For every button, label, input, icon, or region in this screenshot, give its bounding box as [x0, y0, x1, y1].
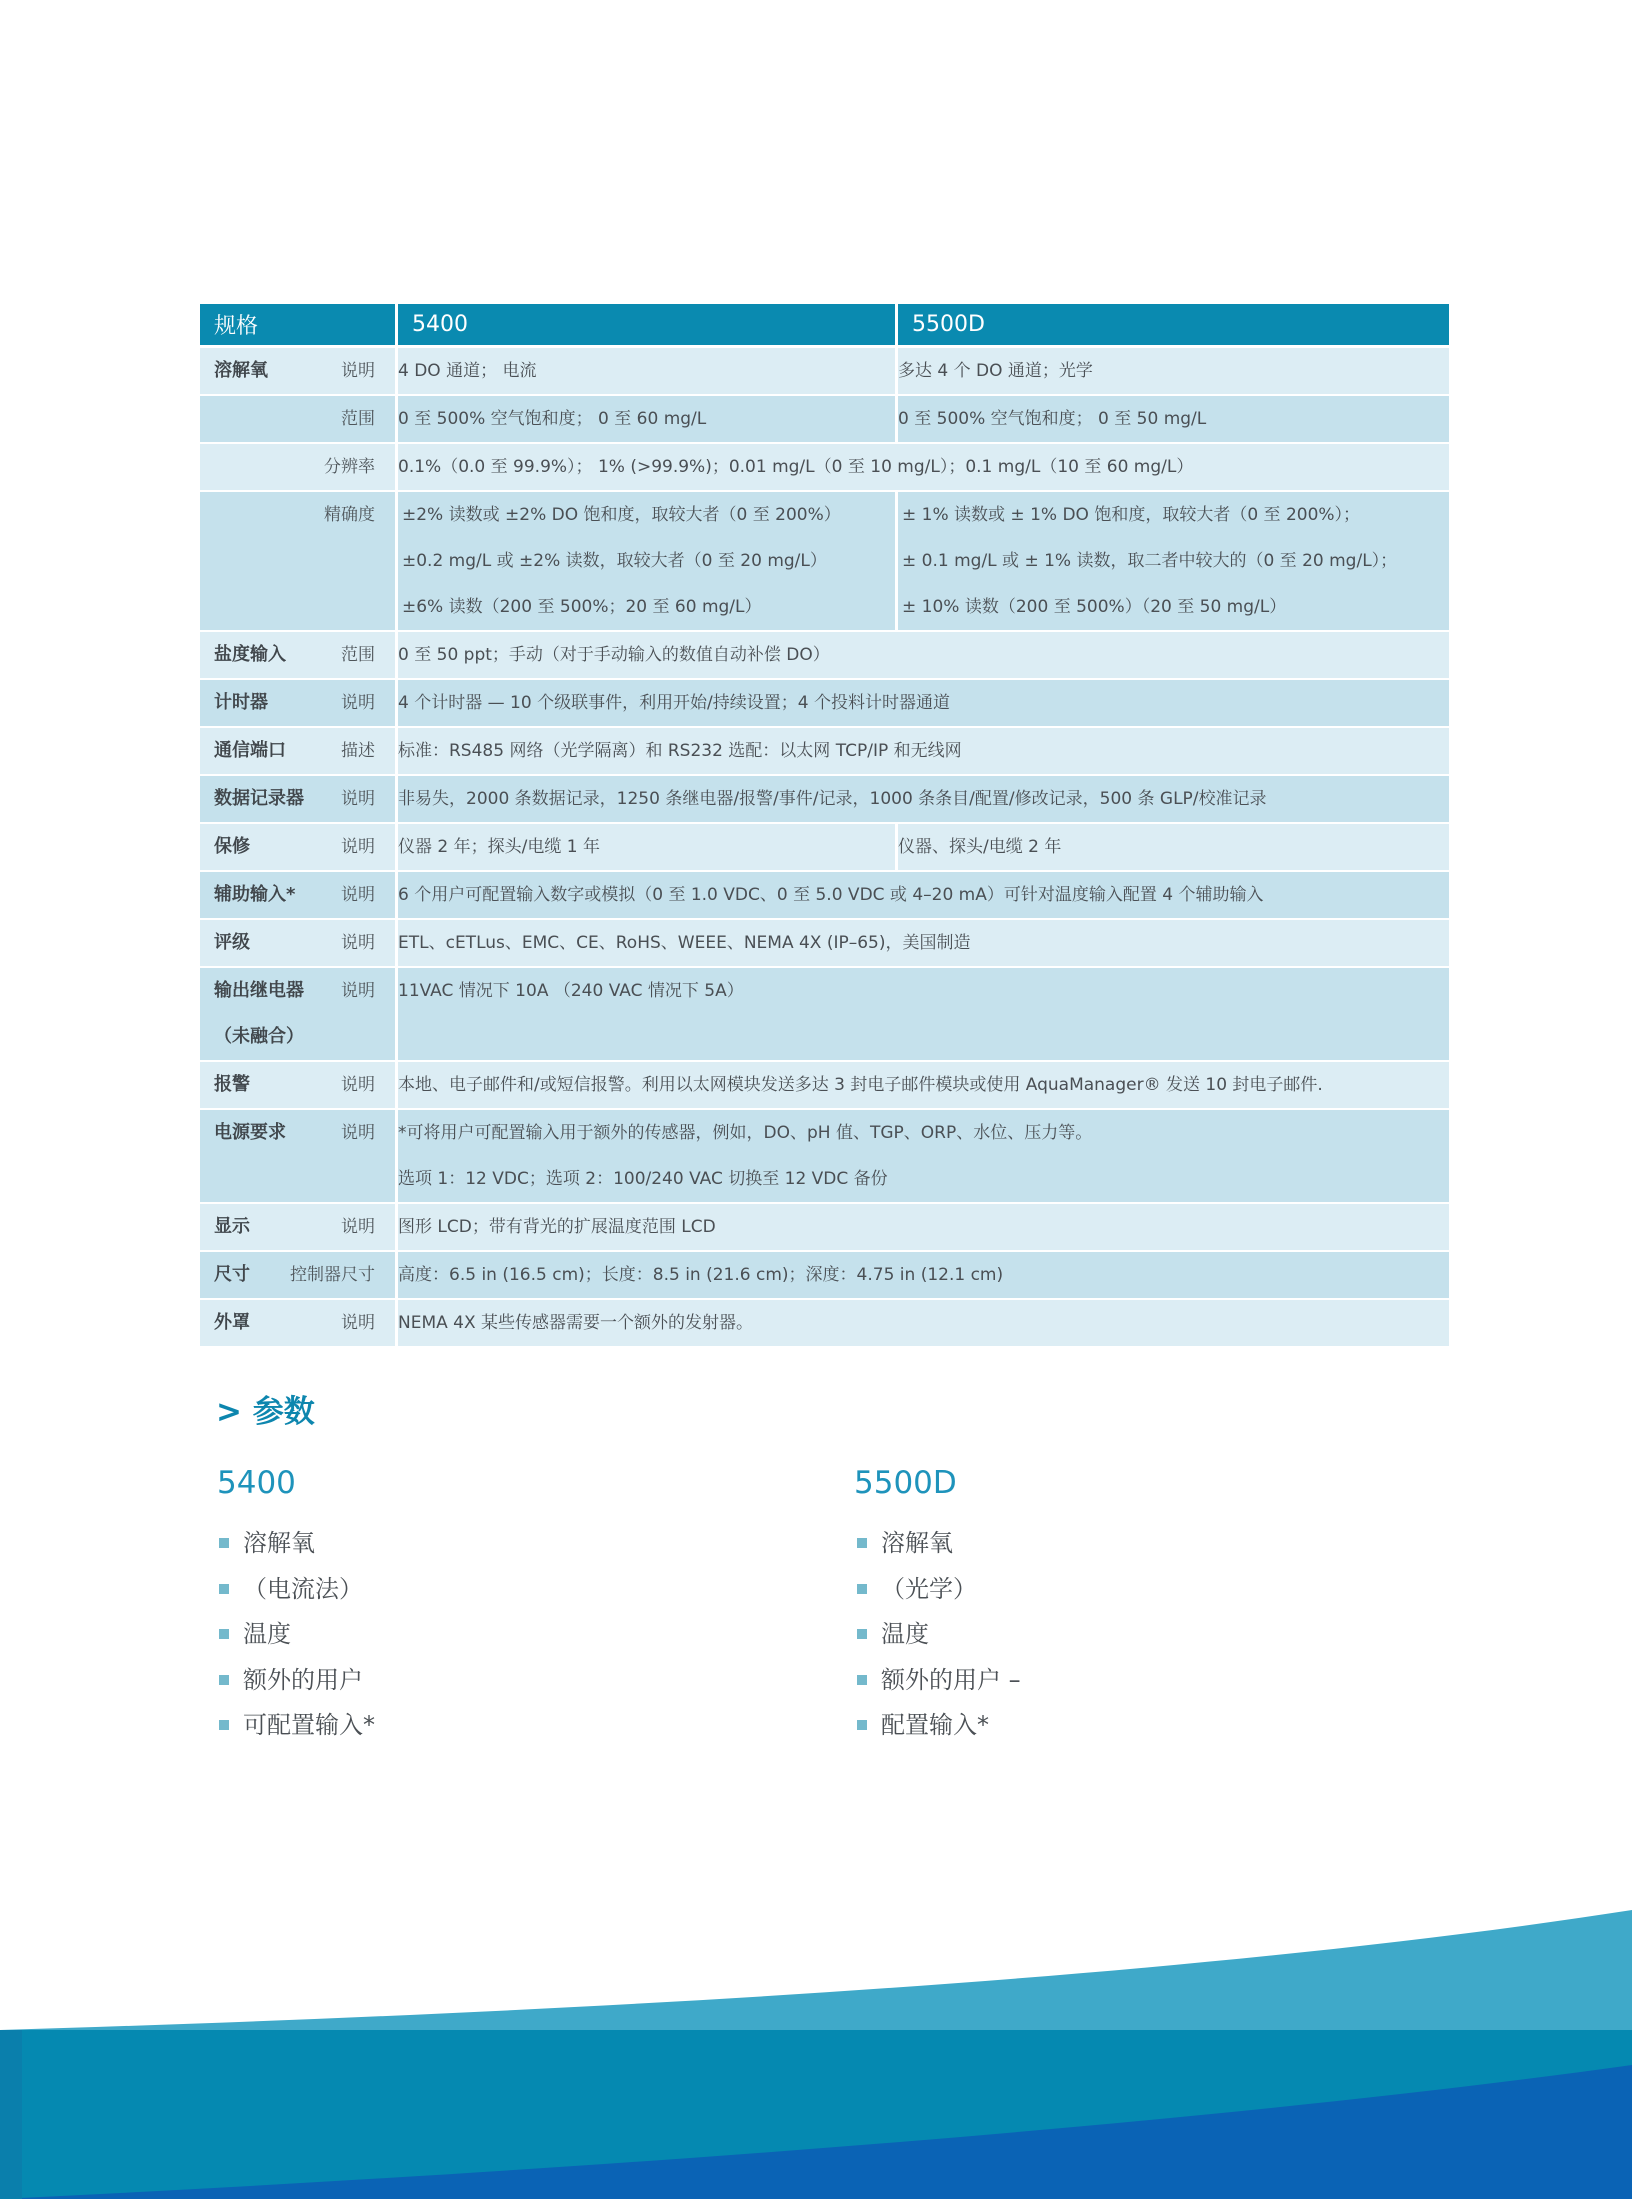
- bullet-square-icon: [857, 1629, 867, 1639]
- row-category: 尺寸: [214, 1264, 250, 1285]
- value-span: 标准：RS485 网络（光学隔离）和 RS232 选配：以太网 TCP/IP 和无线网: [395, 728, 1449, 776]
- value-5500d: 多达 4 个 DO 通道；光学: [895, 348, 1449, 396]
- accuracy-line: ± 1% 读数或 ± 1% DO 饱和度，取较大者（0 至 200%）；: [902, 505, 1361, 525]
- value-span: 11VAC 情况下 10A （240 VAC 情况下 5A）: [395, 968, 1449, 1062]
- row-subcategory: 说明: [341, 1123, 375, 1143]
- list-item: 溶解氧: [217, 1521, 375, 1567]
- row-category: 溶解氧: [214, 360, 268, 381]
- table-row: [200, 492, 1449, 632]
- row-subcategory: 说明: [341, 885, 375, 905]
- bullet-square-icon: [219, 1720, 229, 1730]
- value-5400: 0 至 500% 空气饱和度； 0 至 60 mg/L: [395, 396, 895, 444]
- value-span: 高度：6.5 in (16.5 cm)；长度：8.5 in (21.6 cm)；深度：4.75 in (12.1 cm): [395, 1252, 1449, 1300]
- row-category: 数据记录器: [214, 788, 304, 809]
- row-category: 电源要求: [214, 1122, 286, 1143]
- bullet-square-icon: [219, 1629, 229, 1639]
- list-item: 额外的用户 –: [855, 1658, 1021, 1704]
- value-span: 图形 LCD；带有背光的扩展温度范围 LCD: [395, 1204, 1449, 1252]
- params-5400-title: 5400: [217, 1465, 296, 1501]
- row-category: 保修: [214, 836, 250, 857]
- table-row: [200, 968, 1449, 1062]
- value-span: 非易失，2000 条数据记录，1250 条继电器/报警/事件/记录，1000 条条目/配置/修改记录，500 条 GLP/校准记录: [395, 776, 1449, 824]
- table-row: [200, 1252, 1449, 1300]
- power-line: *可将用户可配置输入用于额外的传感器，例如，DO、pH 值、TGP、ORP、水位、压力等。: [398, 1123, 1093, 1143]
- table-row: [200, 680, 1449, 728]
- section-title: > 参数: [216, 1394, 315, 1430]
- table-row: [200, 1062, 1449, 1110]
- value-span: NEMA 4X 某些传感器需要一个额外的发射器。: [395, 1300, 1449, 1348]
- row-subcategory: 说明: [341, 1075, 375, 1095]
- table-row: [200, 1110, 1449, 1204]
- power-line: 选项 1：12 VDC；选项 2：100/240 VAC 切换至 12 VDC 备份: [398, 1169, 888, 1189]
- value-5400: [395, 492, 895, 632]
- footer-wave: [0, 1900, 1632, 2199]
- value-span: 0 至 50 ppt；手动（对于手动输入的数值自动补偿 DO）: [395, 632, 1449, 680]
- value-5400: 仪器 2 年；探头/电缆 1 年: [395, 824, 895, 872]
- header-5400: 5400: [395, 304, 895, 348]
- table-row: [200, 872, 1449, 920]
- value-span: 本地、电子邮件和/或短信报警。利用以太网模块发送多达 3 封电子邮件模块或使用 AquaManager® 发送 10 封电子邮件.: [395, 1062, 1449, 1110]
- row-category: 计时器: [214, 692, 268, 713]
- table-row: [200, 824, 1449, 872]
- row-subcategory: 分辨率: [324, 457, 375, 477]
- row-subcategory: 说明: [341, 693, 375, 713]
- row-subcategory: 说明: [341, 789, 375, 809]
- value-span: 6 个用户可配置输入数字或模拟（0 至 1.0 VDC、0 至 5.0 VDC 或 4–20 mA）可针对温度输入配置 4 个辅助输入: [395, 872, 1449, 920]
- row-subcategory: 说明: [341, 361, 375, 381]
- row-subcategory: 说明: [341, 837, 375, 857]
- value-5500d: [895, 492, 1449, 632]
- value-span: 0.1%（0.0 至 99.9%）； 1% (>99.9%)；0.01 mg/L（0 至 10 mg/L）；0.1 mg/L（10 至 60 mg/L）: [395, 444, 1449, 492]
- row-category: 外罩: [214, 1312, 250, 1333]
- list-item: （电流法）: [217, 1567, 375, 1613]
- value-5500d: 0 至 500% 空气饱和度； 0 至 50 mg/L: [895, 396, 1449, 444]
- params-5400-list: [217, 1521, 375, 1749]
- accuracy-line: ± 0.1 mg/L 或 ± 1% 读数，取二者中较大的（0 至 20 mg/L）；: [902, 551, 1398, 571]
- header-spec: 规格: [200, 304, 395, 348]
- value-5500d: 仪器、探头/电缆 2 年: [895, 824, 1449, 872]
- list-item: 温度: [855, 1612, 1021, 1658]
- list-item: （光学）: [855, 1567, 1021, 1613]
- table-row: [200, 728, 1449, 776]
- row-subcategory: 说明: [341, 981, 375, 1001]
- bullet-square-icon: [219, 1538, 229, 1548]
- list-item: 溶解氧: [855, 1521, 1021, 1567]
- bullet-square-icon: [857, 1720, 867, 1730]
- accuracy-line: ± 10% 读数（200 至 500%）（20 至 50 mg/L）: [902, 597, 1287, 617]
- row-category: 盐度输入: [214, 644, 286, 665]
- list-item: 可配置输入*: [217, 1703, 375, 1749]
- params-5500d-list: [855, 1521, 1021, 1749]
- row-category: 报警: [214, 1074, 250, 1095]
- row-subcategory: 范围: [341, 409, 375, 429]
- row-subcategory: 说明: [341, 933, 375, 953]
- spec-header-row: [200, 304, 1449, 348]
- row-category: 通信端口: [214, 740, 286, 761]
- table-row: [200, 348, 1449, 396]
- row-subcategory: 范围: [341, 645, 375, 665]
- row-subcategory: 控制器尺寸: [290, 1265, 375, 1285]
- table-row: [200, 444, 1449, 492]
- row-category: 输出继电器: [214, 980, 304, 1001]
- row-subcategory: 说明: [341, 1217, 375, 1237]
- bullet-square-icon: [857, 1584, 867, 1594]
- row-category-note: （未融合）: [214, 1026, 304, 1047]
- value-span: [395, 1110, 1449, 1204]
- bullet-square-icon: [857, 1675, 867, 1685]
- bullet-square-icon: [857, 1538, 867, 1548]
- list-item: 配置输入*: [855, 1703, 1021, 1749]
- header-5500d: 5500D: [895, 304, 1449, 348]
- params-5500d-title: 5500D: [854, 1465, 957, 1501]
- bullet-square-icon: [219, 1675, 229, 1685]
- table-row: [200, 396, 1449, 444]
- bullet-square-icon: [219, 1584, 229, 1594]
- list-item: 额外的用户: [217, 1658, 375, 1704]
- table-row: [200, 1300, 1449, 1348]
- table-row: [200, 632, 1449, 680]
- row-category: 辅助输入*: [214, 884, 296, 905]
- row-category: 显示: [214, 1216, 250, 1237]
- table-row: [200, 920, 1449, 968]
- accuracy-line: ±0.2 mg/L 或 ±2% 读数，取较大者（0 至 20 mg/L）: [402, 551, 827, 571]
- spec-table: [200, 304, 1449, 1348]
- list-item: 温度: [217, 1612, 375, 1658]
- table-row: [200, 1204, 1449, 1252]
- table-row: [200, 776, 1449, 824]
- row-subcategory: 说明: [341, 1313, 375, 1333]
- accuracy-line: ±6% 读数（200 至 500%；20 至 60 mg/L）: [402, 597, 762, 617]
- value-span: ETL、cETLus、EMC、CE、RoHS、WEEE、NEMA 4X (IP–65)，美国制造: [395, 920, 1449, 968]
- accuracy-line: ±2% 读数或 ±2% DO 饱和度，取较大者（0 至 200%）: [402, 505, 841, 525]
- row-subcategory: 精确度: [324, 505, 375, 525]
- value-span: 4 个计时器 — 10 个级联事件，利用开始/持续设置；4 个投料计时器通道: [395, 680, 1449, 728]
- row-subcategory: 描述: [341, 741, 375, 761]
- value-5400: 4 DO 通道； 电流: [395, 348, 895, 396]
- row-category: 评级: [214, 932, 250, 953]
